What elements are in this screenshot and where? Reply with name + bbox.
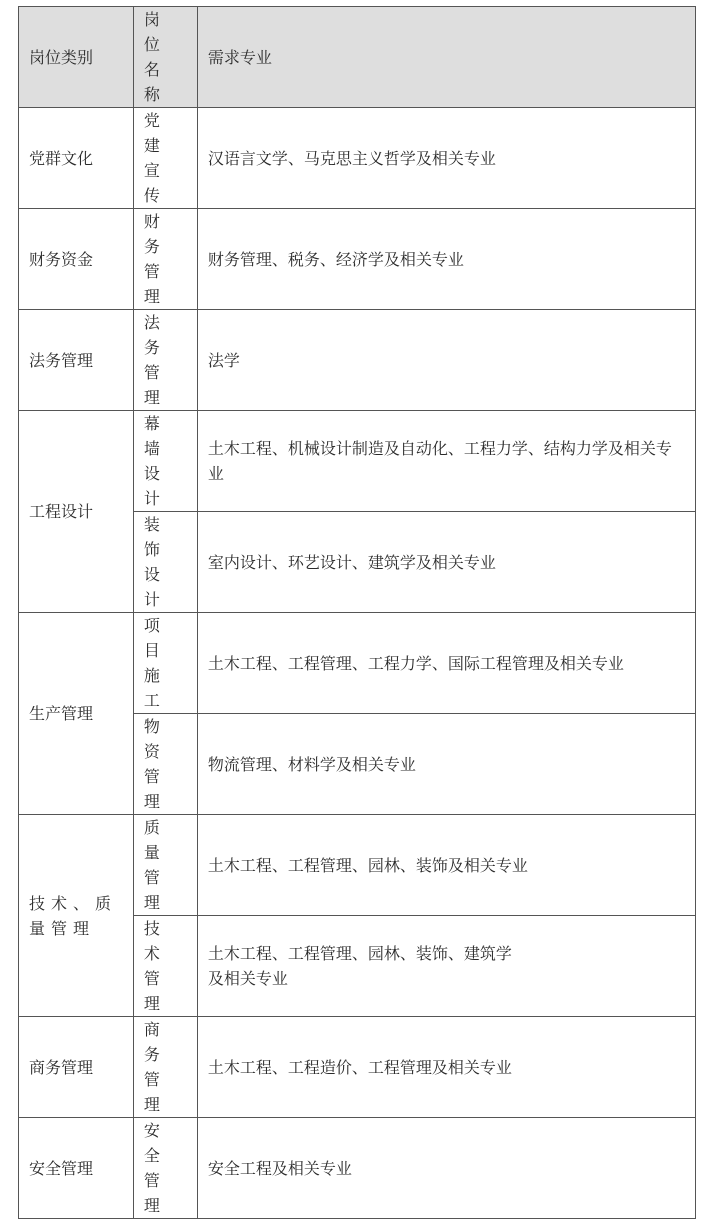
major-cell: 土木工程、工程管理、工程力学、国际工程管理及相关专业: [197, 613, 695, 714]
table-row: [19, 613, 696, 714]
major-cell: 安全工程及相关专业: [197, 1118, 695, 1219]
category-cell: 财务资金: [19, 209, 134, 310]
category-cell: 安全管理: [19, 1118, 134, 1219]
table-row: [19, 108, 696, 209]
major-cell: 法学: [197, 310, 695, 411]
category-cell: 党群文化: [19, 108, 134, 209]
major-cell: 土木工程、工程管理、园林、装饰及相关专业: [197, 815, 695, 916]
category-cell: 商务管理: [19, 1017, 134, 1118]
position-cell: 党建宣传: [133, 108, 197, 209]
position-cell: 技术管理: [133, 916, 197, 1017]
position-cell: 项目施工: [133, 613, 197, 714]
category-cell: 技术、质量管理: [19, 815, 134, 1017]
position-cell: 安全管理: [133, 1118, 197, 1219]
category-cell: 工程设计: [19, 411, 134, 613]
position-cell: 幕墙设计: [133, 411, 197, 512]
recruitment-table-container: [18, 6, 696, 1219]
position-cell: 装饰设计: [133, 512, 197, 613]
table-row: [19, 1118, 696, 1219]
position-cell: 质量管理: [133, 815, 197, 916]
table-row: [19, 411, 696, 512]
major-cell: 土木工程、工程造价、工程管理及相关专业: [197, 1017, 695, 1118]
header-major: 需求专业: [197, 7, 695, 108]
table-row: [19, 815, 696, 916]
major-cell: 土木工程、工程管理、园林、装饰、建筑学 及相关专业: [197, 916, 695, 1017]
major-cell: 汉语言文学、马克思主义哲学及相关专业: [197, 108, 695, 209]
position-cell: 财务管理: [133, 209, 197, 310]
job-requirements-table: [18, 6, 696, 1219]
position-cell: 法务管理: [133, 310, 197, 411]
table-row: [19, 310, 696, 411]
table-row: [19, 1017, 696, 1118]
table-row: [19, 209, 696, 310]
category-cell: 生产管理: [19, 613, 134, 815]
position-cell: 商务管理: [133, 1017, 197, 1118]
major-cell: 财务管理、税务、经济学及相关专业: [197, 209, 695, 310]
category-cell: 法务管理: [19, 310, 134, 411]
major-cell: 土木工程、机械设计制造及自动化、工程力学、结构力学及相关专业: [197, 411, 695, 512]
major-cell: 室内设计、环艺设计、建筑学及相关专业: [197, 512, 695, 613]
major-cell: 物流管理、材料学及相关专业: [197, 714, 695, 815]
position-cell: 物资管理: [133, 714, 197, 815]
header-position: 岗位名称: [133, 7, 197, 108]
header-category: 岗位类别: [19, 7, 134, 108]
table-header-row: [19, 7, 696, 108]
